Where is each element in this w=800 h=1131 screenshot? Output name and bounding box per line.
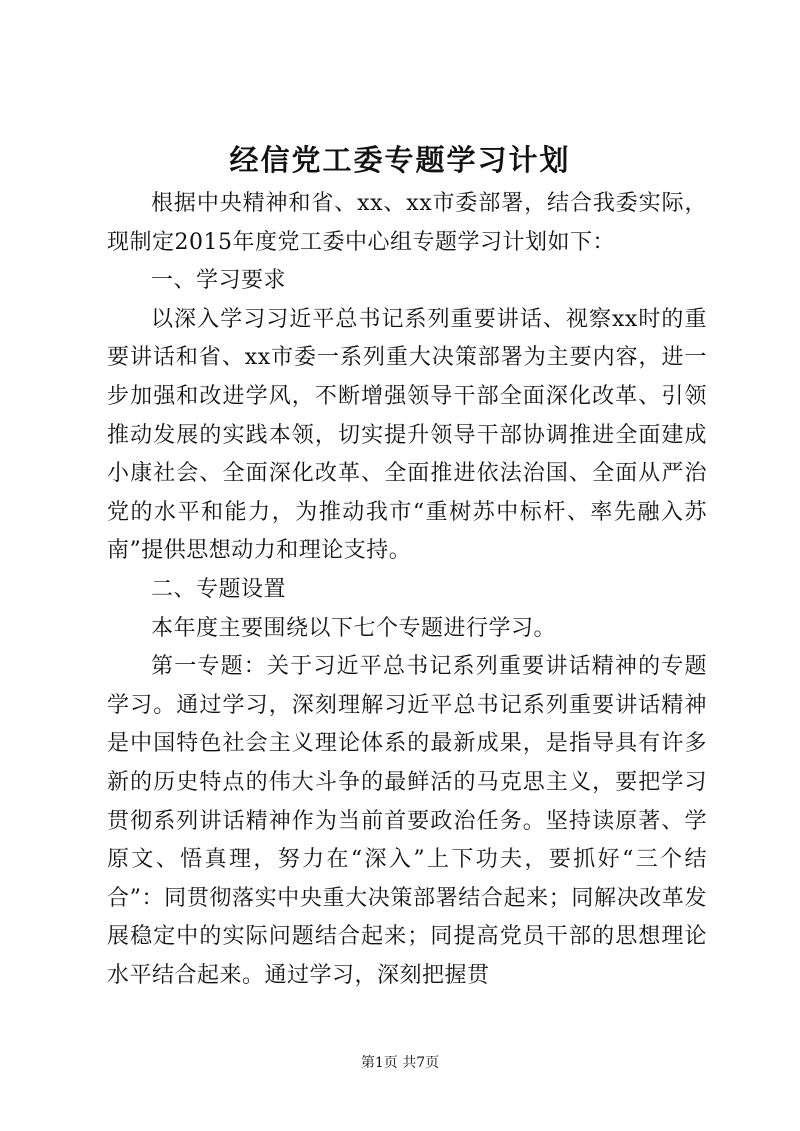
section-heading-requirements: 一、学习要求: [151, 268, 287, 294]
document-title: 经信党工委专题学习计划: [229, 143, 571, 177]
document-body: [107, 185, 707, 995]
page-number-footer: 第1页 共7页: [360, 1055, 440, 1071]
requirements-paragraph: 以深入学习习近平总书记系列重要讲话、视察xx时的重要讲话和省、xx市委一系列重大决策部署为主要内容，进一步加强和改进学风，不断增强领导干部全面深化改革、引领推动发展的实践本领，切实提升领导干部协调推进全面建成小康社会、全面深化改革、全面推进依法治国、全面从严治党的水平和能力，为推动我市“重树苏中标杆、率先融入苏南”提供思想动力和理论支持。: [107, 306, 707, 564]
section-heading-topics: 二、专题设置: [151, 576, 287, 602]
intro-paragraph: 根据中央精神和省、xx、xx市委部署，结合我委实际，现制定2015年度党工委中心组专题学习计划如下：: [107, 191, 707, 255]
topic-one-paragraph: 第一专题：关于习近平总书记系列重要讲话精神的专题学习。通过学习，深刻理解习近平总书记系列重要讲话精神是中国特色社会主义理论体系的最新成果，是指导具有许多新的历史特点的伟大斗争的最鲜活的马克思主义，要把学习贯彻系列讲话精神作为当前首要政治任务。坚持读原著、学原文、悟真理，努力在“深入”上下功夫，要抓好“三个结合”：同贯彻落实中央重大决策部署结合起来；同解决改革发展稳定中的实际问题结合起来；同提高党员干部的思想理论水平结合起来。通过学习，深刻把握贯: [107, 654, 707, 988]
topics-intro-paragraph: 本年度主要围绕以下七个专题进行学习。: [151, 615, 557, 641]
